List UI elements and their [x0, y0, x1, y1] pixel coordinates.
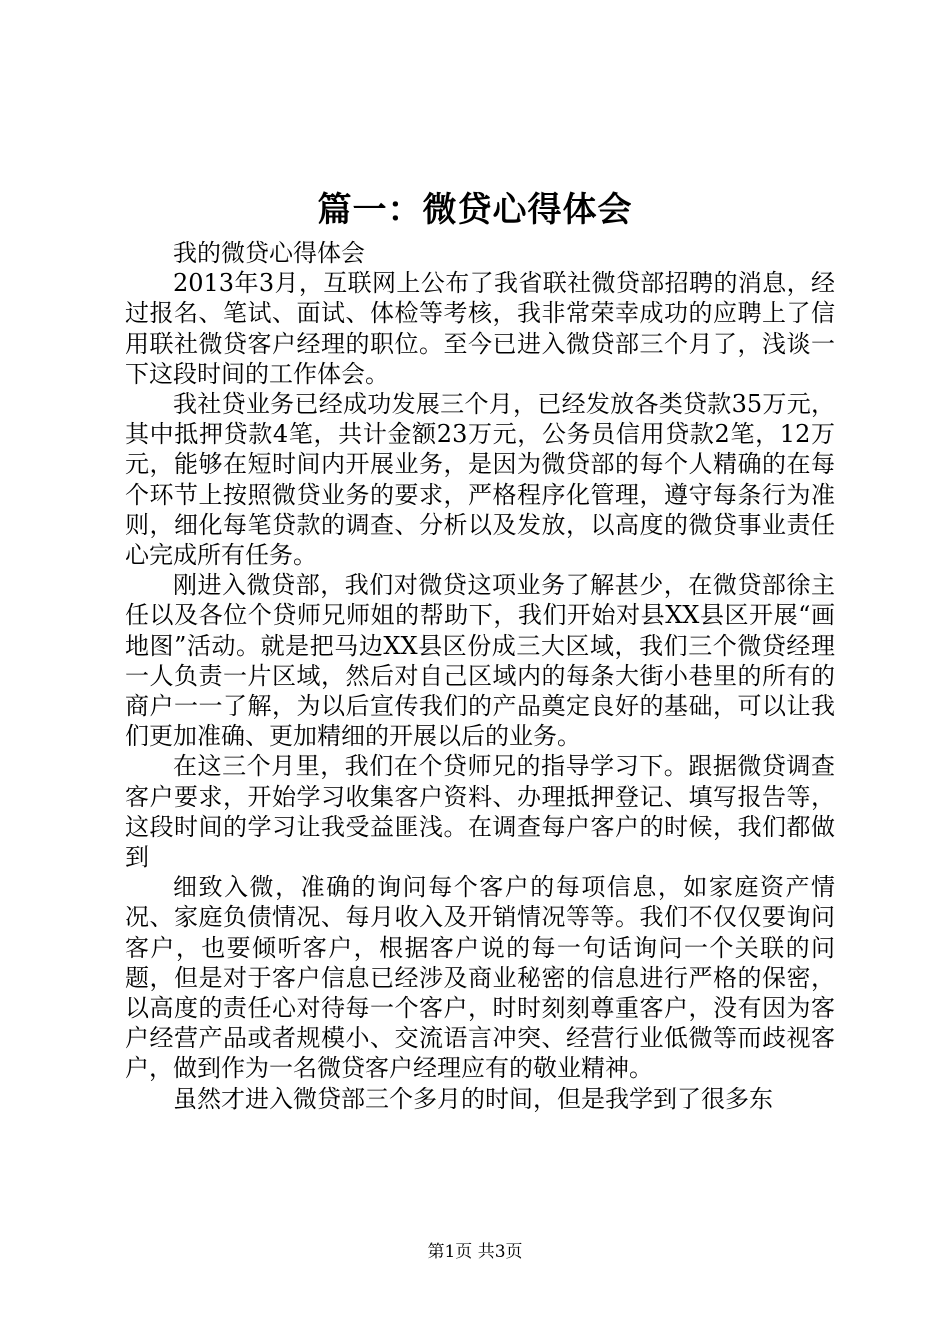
paragraph: 刚进入微贷部，我们对微贷这项业务了解甚少，在微贷部徐主任以及各位个贷师兄师姐的帮助下，我们开始对县XX县区开展“画地图”活动。就是把马边XX县区份成三大区域，我们三个微贷经理一人负责一片区域，然后对自己区域内的每条大街小巷里的所有的商户一一了解，为以后宣传我们的产品奠定良好的基础，可以让我们更加准确、更加精细的开展以后的业务。: [125, 571, 835, 751]
paragraph: 我社贷业务已经成功发展三个月，已经发放各类贷款35万元，其中抵押贷款4笔，共计金额23万元，公务员信用贷款2笔，12万元，能够在短时间内开展业务，是因为微贷部的每个人精确的在每个环节上按照微贷业务的要求，严格程序化管理，遵守每条行为准则，细化每笔贷款的调查、分析以及发放，以高度的微贷事业责任心完成所有任务。: [125, 390, 835, 570]
paragraph: 我的微贷心得体会: [173, 239, 365, 267]
document-body: [125, 238, 835, 1114]
paragraph: 2013年3月，互联网上公布了我省联社微贷部招聘的消息，经过报名、笔试、面试、体检等考核，我非常荣幸成功的应聘上了信用联社微贷客户经理的职位。至今已进入微贷部三个月了，浅谈一下这段时间的工作体会。: [125, 269, 835, 388]
document-title: 篇一：微贷心得体会: [317, 190, 633, 230]
paragraph: 细致入微，准确的询问每个客户的每项信息，如家庭资产情况、家庭负债情况、每月收入及开销情况等等。我们不仅仅要询问客户，也要倾听客户，根据客户说的每一句话询问一个关联的问题，但是对于客户信息已经涉及商业秘密的信息进行严格的保密，以高度的责任心对待每一个客户，时时刻刻尊重客户，没有因为客户经营产品或者规模小、交流语言冲突、经营行业低微等而歧视客户，做到作为一名微贷客户经理应有的敬业精神。: [125, 873, 835, 1083]
page-footer: 第1页 共3页: [427, 1242, 523, 1262]
paragraph: 在这三个月里，我们在个贷师兄的指导学习下。跟据微贷调查客户要求，开始学习收集客户资料、办理抵押登记、填写报告等，这段时间的学习让我受益匪浅。在调查每户客户的时候，我们都做到: [125, 752, 835, 872]
paragraph: 虽然才进入微贷部三个多月的时间，但是我学到了很多东: [173, 1084, 773, 1113]
